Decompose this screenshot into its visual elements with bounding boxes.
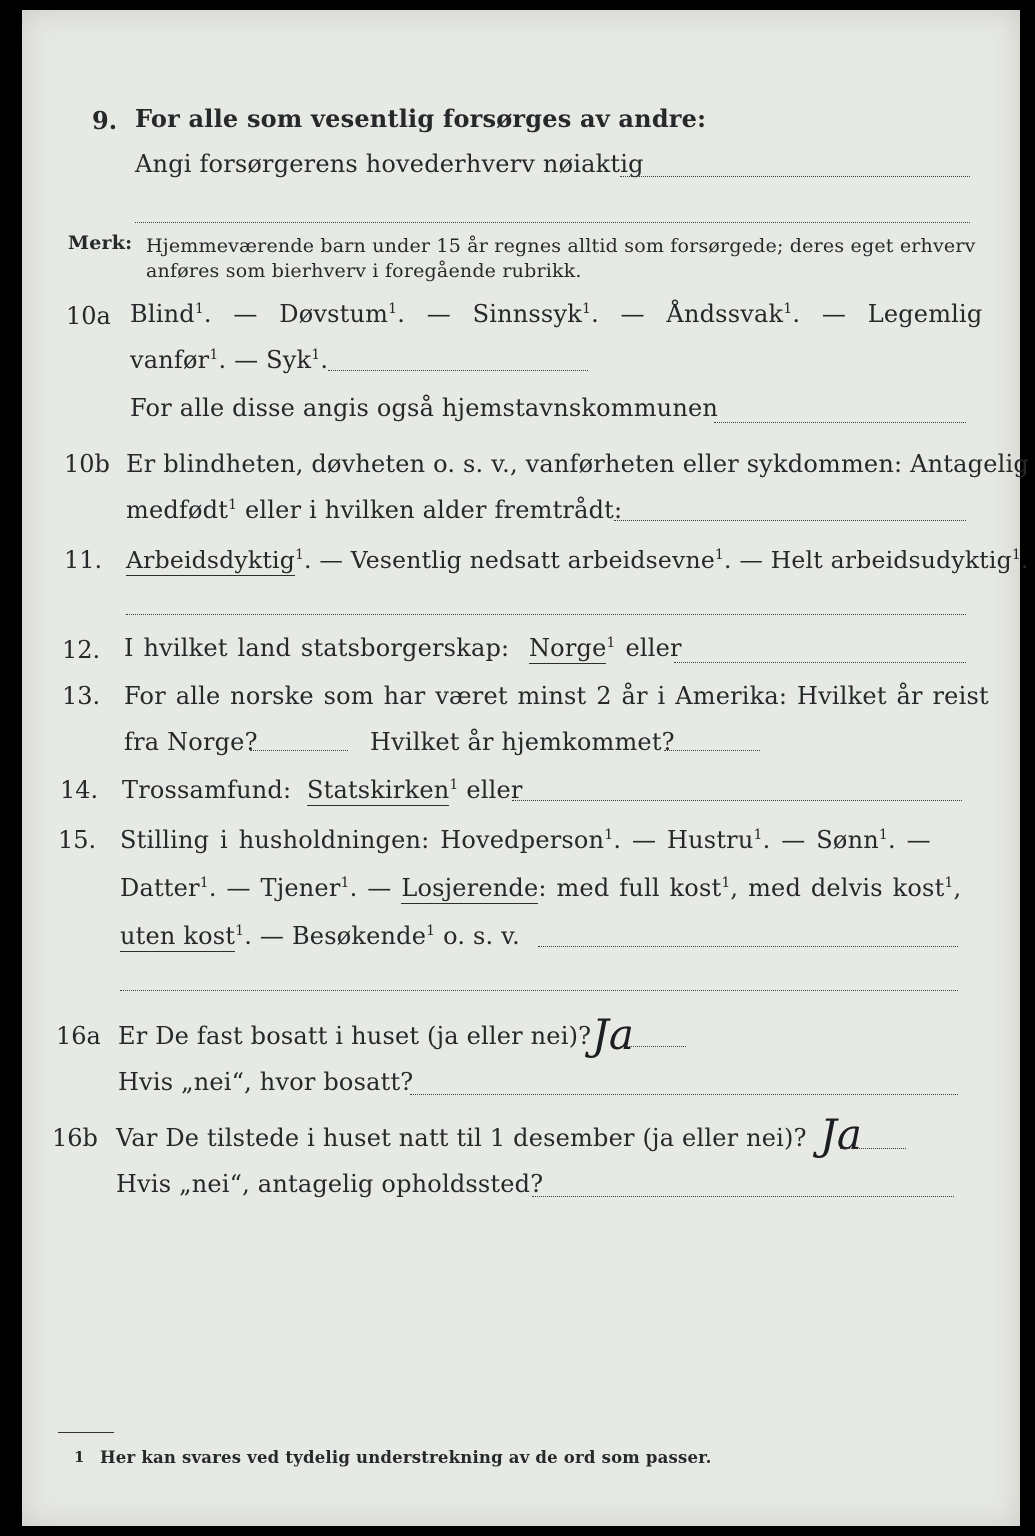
- q14-number: 14.: [60, 776, 99, 804]
- q12-land-field[interactable]: [674, 662, 966, 663]
- q12-line: I hvilket land statsborgerskap: Norge$^1$ eller: [124, 634, 682, 662]
- q9-question: Angi forsørgerens hovederhverv nøiaktig: [135, 150, 644, 178]
- q12-number: 12.: [62, 636, 101, 664]
- census-form-page: [22, 10, 1029, 1526]
- q13-number: 13.: [62, 682, 101, 710]
- q13-reist: fra Norge?: [124, 728, 258, 756]
- q9-answer-field-2[interactable]: [135, 222, 970, 223]
- q10a-legemlig[interactable]: Legemlig: [867, 300, 983, 328]
- q10b-alder-field[interactable]: [614, 520, 966, 521]
- q9-answer-field[interactable]: [620, 176, 970, 177]
- q14-field[interactable]: [512, 800, 962, 801]
- footnote-text: Her kan svares ved tydelig understrekning av de ord som passer.: [100, 1448, 712, 1467]
- q12-norge[interactable]: Norge: [528, 634, 607, 662]
- q14-statskirken[interactable]: Statskirken: [306, 776, 450, 804]
- footnote-mark: 1: [74, 1448, 85, 1466]
- q15-hustru[interactable]: . — Hustru: [613, 826, 754, 854]
- q11-number: 11.: [64, 546, 103, 574]
- q16b-field[interactable]: [840, 1148, 906, 1149]
- q15-line-1: Stilling i husholdningen: Hovedperson$^1$. — Hustru$^1$. — Sønn$^1$. —: [120, 826, 931, 854]
- q10a-blind[interactable]: Blind: [130, 300, 195, 328]
- q16a-line-2: Hvis „nei“, hvor bosatt?: [118, 1068, 414, 1096]
- q15-number: 15.: [58, 826, 97, 854]
- q16b-number: 16b: [52, 1124, 98, 1152]
- q16a-number: 16a: [56, 1022, 101, 1050]
- q10a-dovstum[interactable]: Døvstum: [279, 300, 389, 328]
- merk-line-1: Hjemmeværende barn under 15 år regnes alltid som forsørgede; deres eget erhverv: [146, 235, 976, 257]
- q10a-andssvak[interactable]: Åndssvak: [666, 300, 784, 328]
- q16b-line-1: Var De tilstede i huset natt til 1 desember (ja eller nei)?: [116, 1124, 807, 1152]
- q16a-bosatt-field[interactable]: [410, 1094, 958, 1095]
- q10a-syk-field[interactable]: [328, 370, 588, 371]
- q11-line: Arbeidsdyktig$^1$. — Vesentlig nedsatt arbeidsevne$^1$. — Helt arbeidsudyktig$^1$.: [126, 546, 1029, 574]
- q11-arbeidsdyktig[interactable]: Arbeidsdyktig: [126, 546, 295, 574]
- q15-besokende[interactable]: . — Besøkende: [244, 922, 427, 950]
- q15-sonn[interactable]: . — Sønn: [762, 826, 879, 854]
- q10b-line-2: medfødt$^1$ eller i hvilken alder fremtrådt:: [126, 496, 623, 524]
- q10a-line-1: Blind$^1$. — Døvstum$^1$. — Sinnssyk$^1$. — Åndssvak$^1$. — Legemlig: [130, 300, 983, 328]
- q15-hovedperson[interactable]: Stilling i husholdningen: Hovedperson: [120, 826, 605, 854]
- q16b-opholdssted-field[interactable]: [532, 1196, 954, 1197]
- q10a-vanfor[interactable]: vanfør: [130, 346, 210, 374]
- q10a-line-3: For alle disse angis også hjemstavnskommunen: [130, 394, 719, 422]
- q10a-sinnssyk[interactable]: Sinnssyk: [472, 300, 582, 328]
- q13-line-1: For alle norske som har været minst 2 år i Amerika: Hvilket år reist: [124, 682, 989, 710]
- q13-reist-field[interactable]: [250, 750, 348, 751]
- q16a-field[interactable]: [620, 1046, 686, 1047]
- q15-line-2: Datter$^1$. — Tjener$^1$. — Losjerende: med full kost$^1$, med delvis kost$^1$,: [120, 874, 962, 902]
- q14-line: Trossamfund: Statskirken$^1$ eller: [122, 776, 523, 804]
- q16b-line-2: Hvis „nei“, antagelig opholdssted?: [116, 1170, 544, 1198]
- q11-udyktig[interactable]: . — Helt arbeidsudyktig: [724, 546, 1012, 574]
- q15-datter[interactable]: Datter: [120, 874, 200, 902]
- q10a-syk[interactable]: Syk: [266, 346, 312, 374]
- q9-heading: For alle som vesentlig forsørges av andre:: [135, 104, 707, 133]
- q15-losjerende[interactable]: Losjerende: [401, 874, 539, 902]
- q15-uten-kost[interactable]: uten kost: [120, 922, 236, 950]
- q15-field[interactable]: [538, 946, 958, 947]
- q16a-handwritten-answer: Ja: [592, 1010, 634, 1059]
- merk-label: Merk:: [68, 232, 133, 254]
- q10a-line-2: vanfør$^1$. — Syk$^1$.: [130, 346, 329, 374]
- q13-hjemkommet: Hvilket år hjemkommet?: [370, 728, 675, 756]
- q16b-handwritten-answer: Ja: [820, 1110, 862, 1159]
- q10a-hjemstavn-field[interactable]: [714, 422, 966, 423]
- q10b-medfodt[interactable]: medfødt: [126, 496, 229, 524]
- q10b-line-1: Er blindheten, døvheten o. s. v., vanførheten eller sykdommen: Antagelig: [126, 450, 1029, 478]
- q16a-line-1: Er De fast bosatt i huset (ja eller nei)?: [118, 1022, 592, 1050]
- q11-answer-field[interactable]: [126, 614, 966, 615]
- q15-field-2[interactable]: [120, 990, 958, 991]
- q10b-number: 10b: [64, 450, 110, 478]
- q9-number: 9.: [92, 106, 118, 135]
- q10a-number: 10a: [66, 302, 111, 330]
- merk-line-2: anføres som bierhverv i foregående rubrikk.: [146, 260, 582, 282]
- q11-nedsatt[interactable]: . — Vesentlig nedsatt arbeidsevne: [304, 546, 715, 574]
- q15-line-3: uten kost$^1$. — Besøkende$^1$ o. s. v.: [120, 922, 520, 950]
- footnote-rule: [58, 1432, 114, 1433]
- q15-tjener[interactable]: . — Tjener: [208, 874, 341, 902]
- q13-hjemkommet-field[interactable]: [664, 750, 760, 751]
